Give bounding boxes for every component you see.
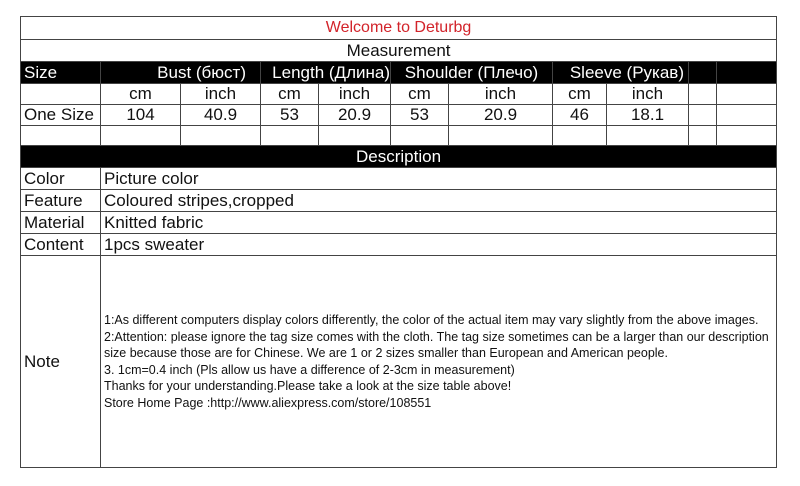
unit-cell: cm [391,84,449,105]
col-length-header: Length (Длина) [261,62,391,84]
blank-cell [717,126,777,146]
unit-cell: cm [553,84,607,105]
table-row [21,190,777,212]
desc-key-note: Note [21,256,101,468]
col-sleeve-header: Sleeve (Рукав) [553,62,689,84]
desc-key-content: Content [21,234,101,256]
size-table [20,16,777,146]
value-cell: 104 [101,105,181,126]
unit-cell: cm [101,84,181,105]
store-link: Store Home Page :http://www.aliexpress.com/store/108551 [104,395,432,410]
table-row [21,234,777,256]
value-cell: 18.1 [607,105,689,126]
unit-cell: inch [449,84,553,105]
blank-cell [391,126,449,146]
note-line: 1:As different computers display colors differently, the color of the actual item may vary slightly from the above images. [104,313,759,327]
table-row [21,105,777,126]
col-shoulder-header: Shoulder (Плечо) [391,62,553,84]
desc-value-color: Picture color [101,168,777,190]
col-size-header: Size [21,62,101,84]
unit-empty [21,84,101,105]
unit-cell: cm [261,84,319,105]
blank-cell [21,126,101,146]
blank-cell [261,126,319,146]
blank-cell [607,126,689,146]
unit-empty [717,84,777,105]
desc-value-material: Knitted fabric [101,212,777,234]
col-bust-header: Bust (бюст) [101,62,261,84]
blank-cell [181,126,261,146]
col-empty-header [689,62,717,84]
table-row [21,256,777,468]
desc-key-feature: Feature [21,190,101,212]
value-cell: 20.9 [449,105,553,126]
value-empty [717,105,777,126]
note-line: Thanks for your understanding.Please take a look at the size table above! [104,379,512,393]
value-cell: 20.9 [319,105,391,126]
blank-cell [101,126,181,146]
blank-cell [449,126,553,146]
unit-empty [689,84,717,105]
table-row [21,168,777,190]
col-empty-header [717,62,777,84]
value-cell: 53 [391,105,449,126]
note-line: 2:Attention: please ignore the tag size comes with the cloth. The tag size sometimes can be a larger than our description size because those are for Chinese. We are 1 or 2 sizes smaller than European and American people. [104,329,769,360]
value-cell: 40.9 [181,105,261,126]
store-title: Welcome to Deturbg [21,17,777,40]
product-sheet [20,16,776,468]
value-cell: 53 [261,105,319,126]
value-cell: 46 [553,105,607,126]
desc-value-content: 1pcs sweater [101,234,777,256]
unit-cell: inch [181,84,261,105]
table-row [21,212,777,234]
unit-cell: inch [607,84,689,105]
value-empty [689,105,717,126]
blank-cell [319,126,391,146]
desc-value-feature: Coloured stripes,cropped [101,190,777,212]
note-text [101,256,777,468]
desc-key-material: Material [21,212,101,234]
unit-cell: inch [319,84,391,105]
size-label: One Size [21,105,101,126]
blank-cell [553,126,607,146]
description-table [20,145,777,468]
desc-key-color: Color [21,168,101,190]
blank-cell [689,126,717,146]
description-heading: Description [21,146,777,168]
note-line: 3. 1cm=0.4 inch (Pls allow us have a difference of 2-3cm in measurement) [104,362,515,377]
measurement-heading: Measurement [21,40,777,62]
